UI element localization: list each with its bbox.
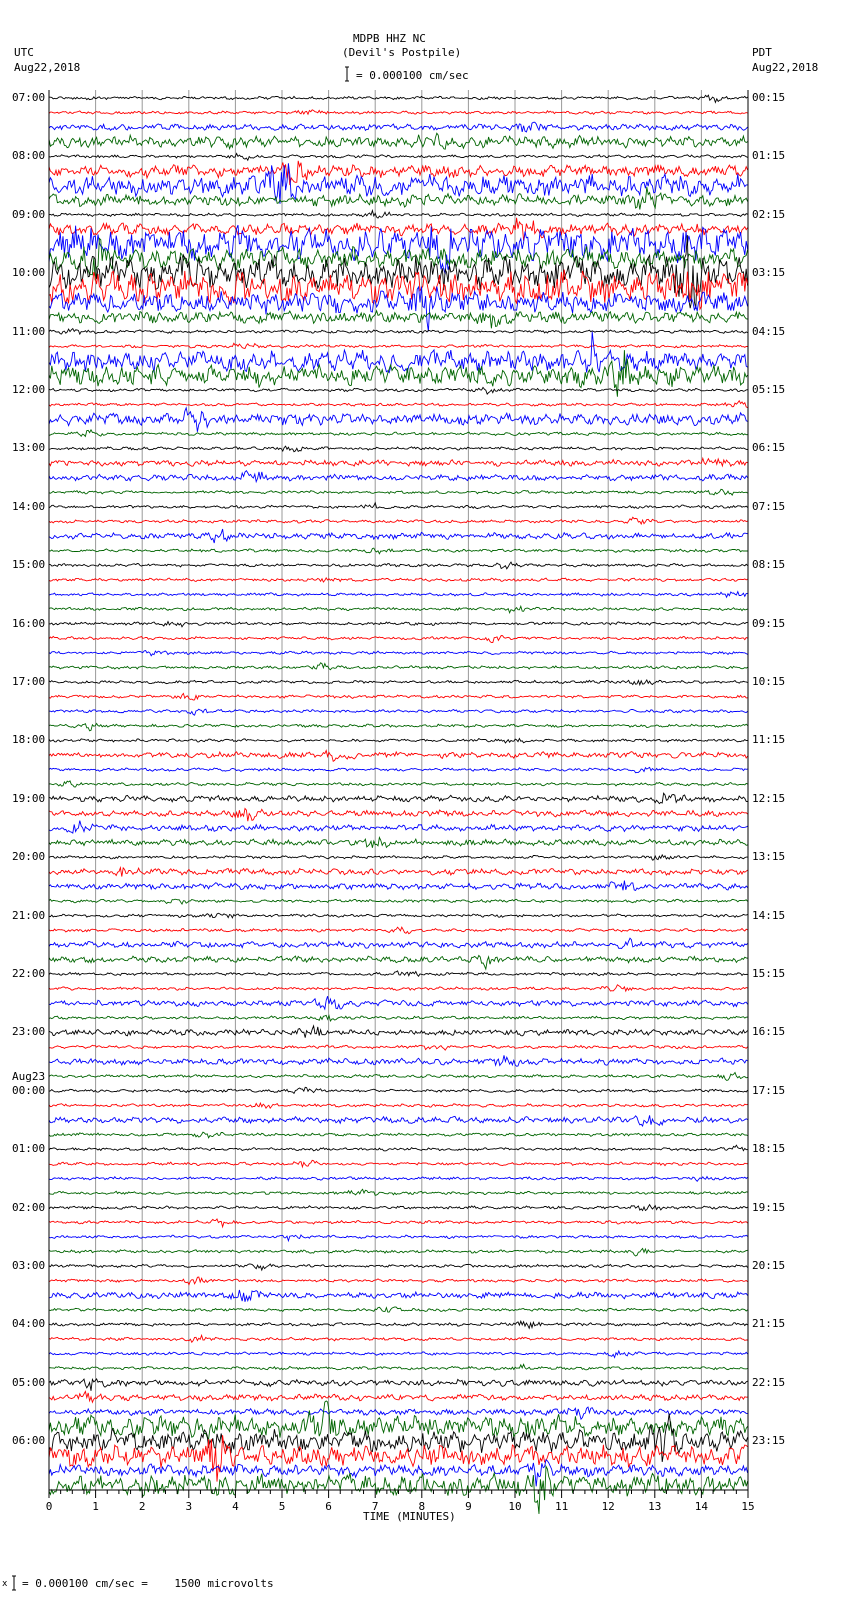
station-location: (Devil's Postpile): [342, 46, 462, 59]
trace-22: [49, 401, 748, 408]
x-tick-label: 15: [741, 1500, 755, 1513]
trace-17: [49, 329, 748, 335]
trace-39: [49, 651, 748, 656]
trace-79: [49, 1235, 748, 1241]
right-hour-label: 21:15: [752, 1317, 786, 1331]
x-axis-label: TIME (MINUTES): [363, 1510, 456, 1523]
left-hour-label: 10:00: [12, 266, 46, 280]
trace-33: [49, 562, 748, 569]
trace-32: [49, 548, 748, 554]
trace-50: [49, 809, 748, 822]
trace-63: [49, 996, 748, 1009]
right-hour-label: 09:15: [752, 616, 786, 630]
trace-86: [49, 1335, 748, 1342]
left-hour-label: 04:00: [12, 1317, 46, 1331]
trace-60: [49, 955, 748, 969]
trace-28: [49, 489, 748, 495]
trace-12: [49, 238, 748, 280]
left-date: Aug22,2018: [14, 61, 81, 74]
trace-82: [49, 1277, 748, 1285]
right-hour-label: 11:15: [752, 733, 786, 747]
trace-47: [49, 767, 748, 772]
trace-9: [49, 211, 748, 219]
right-timezone: PDT: [752, 46, 772, 59]
right-hour-label: 02:15: [752, 207, 786, 221]
trace-3: [49, 122, 748, 132]
trace-6: [49, 161, 748, 185]
trace-52: [49, 838, 748, 848]
trace-51: [49, 821, 748, 834]
trace-44: [49, 724, 748, 731]
x-tick-label: 5: [278, 1500, 286, 1513]
left-hour-label: 23:00: [12, 1025, 46, 1039]
trace-46: [49, 751, 748, 762]
right-hour-label: 03:15: [752, 266, 786, 280]
right-hour-label: 04:15: [752, 324, 786, 338]
x-tick-label: 6: [325, 1500, 332, 1513]
station-title: MDPB HHZ NC: [353, 32, 426, 45]
left-hour-label: 05:00: [12, 1375, 46, 1389]
trace-73: [49, 1145, 748, 1151]
trace-23: [49, 408, 748, 432]
trace-92: [49, 1401, 748, 1439]
trace-36: [49, 606, 748, 613]
trace-68: [49, 1073, 748, 1081]
trace-26: [49, 458, 748, 466]
trace-42: [49, 693, 748, 700]
left-hour-label: 13:00: [12, 441, 46, 455]
x-tick-label: 2: [138, 1500, 146, 1513]
x-tick-label: 3: [185, 1500, 193, 1513]
left-hour-label: 03:00: [12, 1259, 46, 1272]
scale-text: = 0.000100 cm/sec: [356, 69, 469, 82]
trace-27: [49, 471, 748, 482]
trace-78: [49, 1219, 748, 1227]
trace-21: [49, 387, 748, 394]
trace-88: [49, 1364, 748, 1370]
trace-71: [49, 1115, 748, 1126]
right-hour-label: 01:15: [752, 149, 786, 163]
right-hour-label: 15:15: [752, 967, 786, 980]
left-hour-label: 00:00: [12, 1083, 46, 1097]
trace-64: [49, 1015, 748, 1021]
trace-30: [49, 517, 748, 524]
trace-53: [49, 855, 748, 860]
trace-38: [49, 636, 748, 643]
trace-48: [49, 781, 748, 787]
x-tick-label: 1: [92, 1500, 99, 1513]
left-hour-label: 01:00: [12, 1142, 46, 1156]
trace-35: [49, 592, 748, 598]
left-hour-label: 20:00: [12, 850, 46, 864]
right-hour-label: 07:15: [752, 499, 786, 513]
left-hour-label: 22:00: [12, 967, 46, 980]
trace-56: [49, 899, 748, 904]
trace-1: [49, 95, 748, 102]
x-tick-label: 7: [371, 1500, 379, 1513]
trace-14: [49, 270, 748, 309]
trace-45: [49, 739, 748, 744]
trace-5: [49, 154, 748, 161]
trace-74: [49, 1160, 748, 1167]
x-tick-label: 4: [232, 1500, 239, 1513]
trace-65: [49, 1026, 748, 1038]
seismic-traces: [49, 95, 748, 1514]
x-tick-label: 9: [465, 1500, 472, 1513]
trace-58: [49, 927, 748, 934]
x-tick-label: 14: [694, 1500, 709, 1513]
trace-59: [49, 938, 748, 948]
left-hour-label: 02:00: [12, 1200, 46, 1214]
trace-76: [49, 1189, 748, 1195]
right-hour-label: 06:15: [752, 441, 786, 455]
trace-70: [49, 1103, 748, 1108]
trace-66: [49, 1045, 748, 1050]
trace-49: [49, 793, 748, 803]
left-hour-label: 12:00: [12, 383, 46, 396]
x-tick-label: 12: [601, 1500, 615, 1513]
right-hour-label: 16:15: [752, 1025, 786, 1039]
trace-18: [49, 343, 748, 348]
right-hour-label: 19:15: [752, 1200, 786, 1214]
x-tick-label: 11: [554, 1500, 569, 1513]
trace-57: [49, 913, 748, 918]
left-hour-label: 16:00: [12, 616, 46, 630]
trace-62: [49, 985, 748, 991]
trace-90: [49, 1391, 748, 1402]
trace-83: [49, 1290, 748, 1302]
x-tick-label: 13: [648, 1500, 662, 1513]
trace-25: [49, 446, 748, 452]
right-hour-label: 17:15: [752, 1083, 786, 1097]
trace-72: [49, 1132, 748, 1138]
trace-4: [49, 133, 748, 149]
trace-15: [49, 286, 748, 331]
trace-55: [49, 881, 748, 891]
right-hour-label: 18:15: [752, 1142, 786, 1156]
trace-16: [49, 311, 748, 329]
left-hour-label: 21:00: [12, 908, 46, 922]
trace-67: [49, 1055, 748, 1066]
left-date-change-label: Aug23: [12, 1069, 46, 1083]
trace-37: [49, 622, 748, 627]
trace-24: [49, 430, 748, 437]
trace-84: [49, 1307, 748, 1312]
trace-8: [49, 187, 748, 209]
trace-19: [49, 332, 748, 373]
trace-69: [49, 1087, 748, 1093]
trace-61: [49, 971, 748, 976]
trace-29: [49, 503, 748, 509]
right-hour-label: 22:15: [752, 1375, 786, 1389]
right-hour-label: 14:15: [752, 908, 786, 922]
trace-75: [49, 1177, 748, 1182]
left-hour-label: 09:00: [12, 207, 46, 221]
trace-87: [49, 1351, 748, 1358]
right-date: Aug22,2018: [752, 61, 819, 74]
x-tick-label: 10: [508, 1500, 522, 1513]
right-hour-label: 13:15: [752, 850, 786, 864]
trace-85: [49, 1321, 748, 1328]
left-hour-label: 08:00: [12, 149, 46, 163]
trace-54: [49, 868, 748, 877]
trace-40: [49, 663, 748, 670]
footer-scale-note: = 0.000100 cm/sec = 1500 microvolts: [22, 1577, 274, 1590]
trace-43: [49, 709, 748, 715]
footer-corner-mark: x: [2, 1579, 8, 1589]
left-hour-label: 14:00: [12, 499, 46, 513]
left-timezone: UTC: [14, 46, 34, 59]
x-tick-label: 8: [418, 1500, 426, 1513]
right-hour-label: 10:15: [752, 675, 786, 688]
left-hour-label: 19:00: [12, 791, 46, 805]
right-hour-label: 00:15: [752, 91, 786, 104]
trace-41: [49, 680, 748, 685]
left-hour-label: 06:00: [12, 1434, 46, 1448]
right-hour-label: 05:15: [752, 383, 786, 396]
left-hour-label: 15:00: [12, 558, 46, 572]
trace-77: [49, 1205, 748, 1211]
trace-81: [49, 1264, 748, 1270]
left-hour-label: 18:00: [12, 733, 46, 747]
trace-89: [49, 1379, 748, 1391]
trace-31: [49, 529, 748, 543]
right-hour-label: 12:15: [752, 791, 786, 805]
left-hour-label: 17:00: [12, 675, 46, 688]
left-hour-label: 11:00: [12, 324, 46, 338]
right-hour-label: 23:15: [752, 1434, 786, 1448]
x-tick-label: 0: [45, 1500, 53, 1513]
trace-34: [49, 578, 748, 582]
left-hour-label: 07:00: [12, 91, 46, 104]
right-hour-label: 08:15: [752, 558, 786, 572]
trace-2: [49, 110, 748, 115]
trace-80: [49, 1249, 748, 1257]
right-hour-label: 20:15: [752, 1259, 786, 1272]
